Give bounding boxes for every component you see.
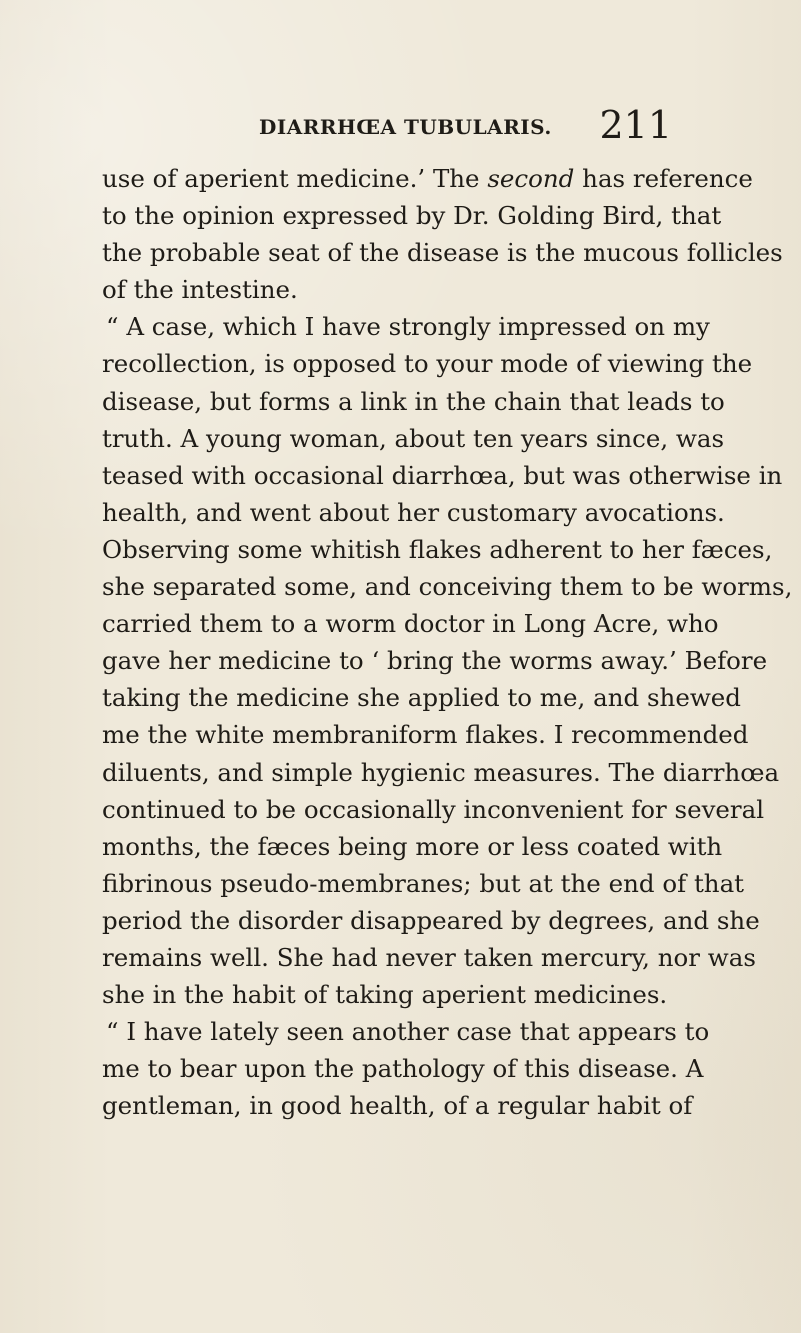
text-line-6: recollection, is opposed to your mode of viewing the (102, 349, 753, 379)
text-line-16: me the white membraniform flakes. I recommended (102, 720, 749, 750)
page-number: 211 (599, 103, 672, 147)
text-line-22: remains well. She had never taken mercury, nor was (102, 942, 756, 972)
text-line-9: teased with occasional diarrhœa, but was otherwise in (102, 460, 783, 490)
line-1-prefix: use of aperient medicine.’ The (102, 164, 488, 193)
text-line-23: she in the habit of taking aperient medicines. (102, 980, 668, 1010)
text-line-12: she separated some, and conceiving them to be worms, (102, 572, 793, 602)
text-line-5: “ A case, which I have strongly impressed on my (106, 312, 710, 342)
text-line-21: period the disorder disappeared by degrees, and she (102, 905, 760, 935)
text-line-20: fibrinous pseudo-membranes; but at the end of that (102, 868, 745, 898)
text-line-8: truth. A young woman, about ten years since, was (102, 423, 725, 453)
text-line-1 (102, 160, 753, 197)
text-line-3: the probable seat of the disease is the mucous follicles (102, 238, 783, 268)
text-line-24: “ I have lately seen another case that appears to (106, 1017, 710, 1047)
text-line-7: disease, but forms a link in the chain that leads to (102, 386, 725, 416)
text-line-19: months, the fæces being more or less coated with (102, 831, 723, 861)
body-text (102, 160, 793, 1124)
text-line-26: gentleman, in good health, of a regular habit of (102, 1091, 693, 1121)
text-line-18: continued to be occasionally inconvenient for several (102, 794, 765, 824)
text-line-17: diluents, and simple hygienic measures. The diarrhœa (102, 757, 780, 787)
line-1-suffix: has reference (574, 164, 753, 193)
text-line-4: of the intestine. (102, 275, 298, 305)
text-line-2: to the opinion expressed by Dr. Golding Bird, that (102, 201, 722, 231)
running-title: DIARRHŒA TUBULARIS. (259, 115, 552, 139)
text-line-13: carried them to a worm doctor in Long Acre, who (102, 609, 719, 639)
text-line-14: gave her medicine to ‘ bring the worms away.’ Before (102, 646, 768, 676)
text-line-15: taking the medicine she applied to me, and shewed (102, 683, 741, 713)
text-line-11: Observing some whitish flakes adherent to her fæces, (102, 534, 773, 564)
line-1-italic-word: second (487, 164, 575, 193)
text-line-10: health, and went about her customary avocations. (102, 497, 725, 527)
page-header (0, 103, 801, 150)
text-line-25: me to bear upon the pathology of this disease. A (102, 1054, 704, 1084)
